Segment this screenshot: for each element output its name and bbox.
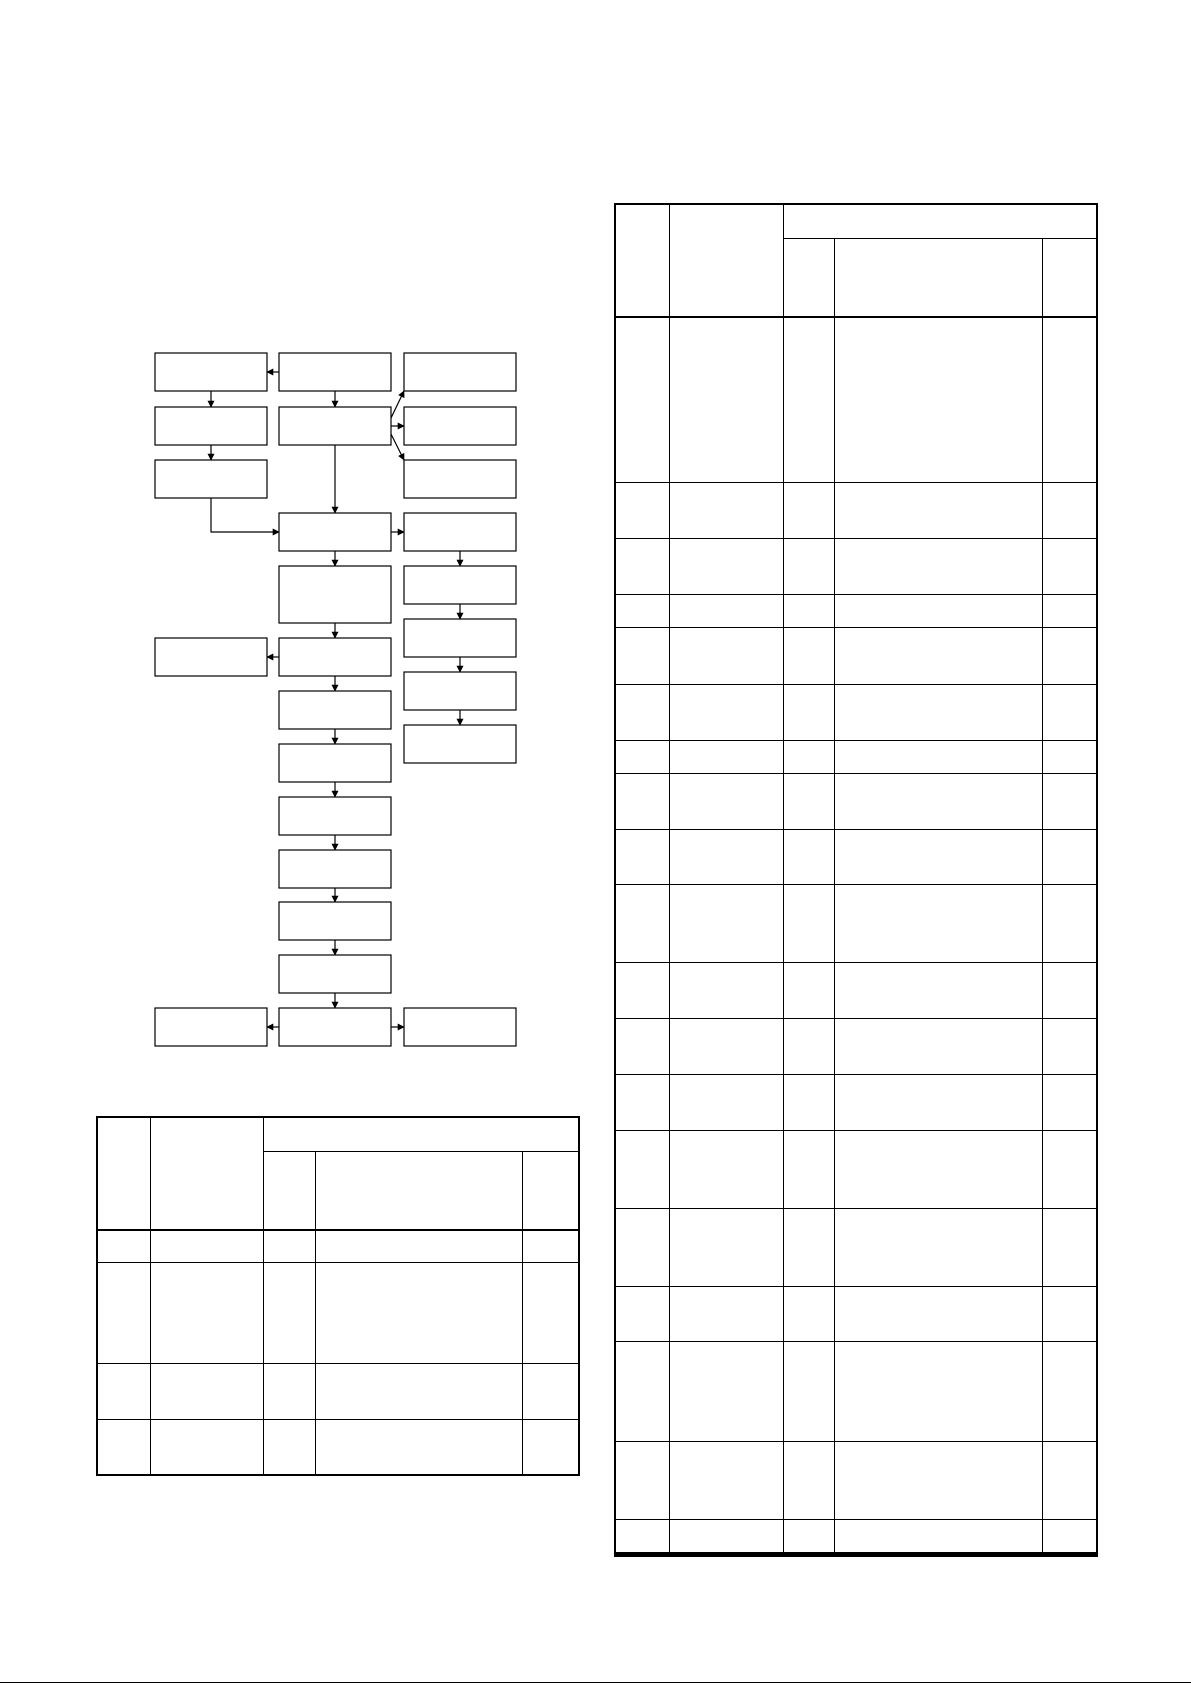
table-cell <box>670 1019 784 1075</box>
table-cell <box>98 1364 151 1420</box>
table-cell <box>316 1420 523 1476</box>
small-table <box>97 1117 580 1476</box>
table-cell <box>616 685 670 741</box>
table-row <box>616 1209 1098 1287</box>
table-cell <box>835 1287 1043 1342</box>
flow-box <box>404 1008 516 1046</box>
table-cell <box>670 1520 784 1553</box>
table-cell <box>616 963 670 1019</box>
table-cell <box>835 774 1043 830</box>
table-cell <box>616 1520 670 1553</box>
header-sub2 <box>835 239 1043 317</box>
table-cell <box>835 1554 1043 1555</box>
flow-box <box>279 797 391 835</box>
table-row <box>616 1019 1098 1075</box>
table-cell <box>1043 1019 1098 1075</box>
table-cell <box>1043 539 1098 595</box>
table-cell <box>670 539 784 595</box>
table-cell <box>1043 774 1098 830</box>
table-cell <box>1043 317 1098 483</box>
table-cell <box>835 483 1043 539</box>
table-row <box>616 1287 1098 1342</box>
table-cell <box>835 317 1043 483</box>
flow-box <box>155 407 267 445</box>
table-cell <box>1043 1342 1098 1442</box>
flow-box <box>404 407 516 445</box>
table-cell <box>616 1075 670 1131</box>
table-row <box>616 595 1098 628</box>
flow-box <box>404 566 516 604</box>
table-cell <box>616 483 670 539</box>
header-sub2 <box>316 1152 523 1230</box>
header-col1 <box>616 205 670 317</box>
page-bottom-rule <box>0 1682 1191 1683</box>
table-cell <box>670 830 784 885</box>
flow-box <box>404 725 516 763</box>
table-cell <box>616 1554 670 1555</box>
table-cell <box>151 1364 264 1420</box>
table-row <box>98 1230 580 1263</box>
table-cell <box>523 1420 580 1476</box>
table-cell <box>835 1075 1043 1131</box>
table-cell <box>784 774 835 830</box>
table-cell <box>616 830 670 885</box>
table-row <box>616 628 1098 685</box>
table-cell <box>835 1442 1043 1520</box>
table-cell <box>784 539 835 595</box>
flow-arrow <box>211 498 279 532</box>
flow-arrow <box>391 391 404 418</box>
flow-box <box>155 1008 267 1046</box>
table-cell <box>151 1420 264 1476</box>
table-cell <box>784 1209 835 1287</box>
table-cell <box>835 1520 1043 1553</box>
table-cell <box>784 1442 835 1520</box>
table-row <box>616 1131 1098 1209</box>
table-row <box>616 885 1098 963</box>
table-cell <box>616 1019 670 1075</box>
table-cell <box>1043 741 1098 774</box>
table-row <box>616 317 1098 483</box>
flow-box <box>279 513 391 551</box>
table-row <box>616 963 1098 1019</box>
table-cell <box>784 1131 835 1209</box>
table-cell <box>1043 595 1098 628</box>
table-cell <box>835 741 1043 774</box>
flow-box <box>155 353 267 391</box>
table-cell <box>616 595 670 628</box>
flow-box <box>404 672 516 710</box>
table-cell <box>316 1364 523 1420</box>
header-sub1 <box>784 239 835 317</box>
table-cell <box>1043 830 1098 885</box>
table-cell <box>316 1230 523 1263</box>
table-row <box>98 1364 580 1420</box>
table-cell <box>835 885 1043 963</box>
table-row <box>616 1075 1098 1131</box>
table-row <box>616 483 1098 539</box>
table-cell <box>670 628 784 685</box>
table-cell <box>1043 1287 1098 1342</box>
table-cell <box>264 1364 316 1420</box>
table-cell <box>670 1554 784 1555</box>
table-cell <box>835 628 1043 685</box>
flow-box <box>279 407 391 445</box>
table-cell <box>670 1342 784 1442</box>
flow-box <box>279 691 391 729</box>
flow-box <box>404 460 516 498</box>
table-cell <box>835 1131 1043 1209</box>
table-cell <box>98 1230 151 1263</box>
table-cell <box>616 539 670 595</box>
table-cell <box>784 1342 835 1442</box>
table-cell <box>835 1342 1043 1442</box>
header-group <box>264 1118 580 1152</box>
table-cell <box>784 1075 835 1131</box>
table-cell <box>1043 1520 1098 1553</box>
table-cell <box>616 1131 670 1209</box>
table-row <box>616 1442 1098 1520</box>
table-row <box>98 1263 580 1364</box>
header-sub3 <box>1043 239 1098 317</box>
flow-arrow <box>391 434 404 460</box>
table-cell <box>670 1442 784 1520</box>
table-cell <box>670 1209 784 1287</box>
table-cell <box>784 885 835 963</box>
table-cell <box>784 963 835 1019</box>
table-row <box>616 830 1098 885</box>
table-cell <box>784 1520 835 1553</box>
table-cell <box>670 685 784 741</box>
table-cell <box>1043 1131 1098 1209</box>
table-cell <box>670 1131 784 1209</box>
table-cell <box>616 1342 670 1442</box>
table-cell <box>316 1263 523 1364</box>
table-cell <box>784 1287 835 1342</box>
table-cell <box>784 1554 835 1555</box>
table-row <box>616 1554 1098 1555</box>
flow-box <box>279 955 391 993</box>
table-cell <box>523 1364 580 1420</box>
table-cell <box>264 1263 316 1364</box>
table-cell <box>784 1019 835 1075</box>
table-cell <box>670 963 784 1019</box>
table-cell <box>835 963 1043 1019</box>
flow-box <box>404 619 516 657</box>
header-col2 <box>670 205 784 317</box>
table-cell <box>670 317 784 483</box>
table-cell <box>1043 1209 1098 1287</box>
table-cell <box>98 1263 151 1364</box>
table-cell <box>835 595 1043 628</box>
table-cell <box>616 741 670 774</box>
flow-box <box>155 460 267 498</box>
flow-box <box>279 1008 391 1046</box>
table-cell <box>835 830 1043 885</box>
table-cell <box>1043 963 1098 1019</box>
header-sub3 <box>523 1152 580 1230</box>
flow-box <box>155 638 267 676</box>
table-cell <box>670 1287 784 1342</box>
table-cell <box>1043 483 1098 539</box>
table-row <box>616 741 1098 774</box>
table-cell <box>784 628 835 685</box>
table-cell <box>1043 1554 1098 1555</box>
table-cell <box>670 595 784 628</box>
table-cell <box>784 317 835 483</box>
table-cell <box>1043 685 1098 741</box>
table-row <box>616 1520 1098 1553</box>
table-cell <box>835 1209 1043 1287</box>
table-cell <box>670 1075 784 1131</box>
table-row <box>616 539 1098 595</box>
table-cell <box>523 1230 580 1263</box>
table-cell <box>784 685 835 741</box>
table-cell <box>264 1420 316 1476</box>
flow-box <box>279 744 391 782</box>
table-cell <box>523 1263 580 1364</box>
table-cell <box>98 1420 151 1476</box>
table-cell <box>784 741 835 774</box>
flow-box <box>279 638 391 676</box>
header-col2 <box>151 1118 264 1230</box>
table-cell <box>616 1287 670 1342</box>
table-cell <box>616 628 670 685</box>
table-cell <box>616 774 670 830</box>
table-cell <box>784 483 835 539</box>
flow-box <box>404 353 516 391</box>
table-row <box>616 774 1098 830</box>
table-cell <box>264 1230 316 1263</box>
table-cell <box>616 1209 670 1287</box>
header-group <box>784 205 1098 239</box>
table-cell <box>1043 1075 1098 1131</box>
table-cell <box>616 1442 670 1520</box>
table-cell <box>616 885 670 963</box>
flow-box <box>279 566 391 623</box>
table-cell <box>670 741 784 774</box>
table-cell <box>784 830 835 885</box>
table-cell <box>835 539 1043 595</box>
table-cell <box>670 885 784 963</box>
table-cell <box>151 1230 264 1263</box>
table-row <box>616 1342 1098 1442</box>
table-cell <box>1043 885 1098 963</box>
table-row <box>616 685 1098 741</box>
table-cell <box>784 595 835 628</box>
table-cell <box>835 685 1043 741</box>
table-cell <box>616 317 670 483</box>
header-col1 <box>98 1118 151 1230</box>
flow-box <box>279 902 391 940</box>
flow-box <box>279 850 391 888</box>
table-cell <box>835 1019 1043 1075</box>
table-cell <box>1043 1442 1098 1520</box>
table-cell <box>151 1263 264 1364</box>
header-sub1 <box>264 1152 316 1230</box>
table-row <box>98 1420 580 1476</box>
table-cell <box>670 774 784 830</box>
flow-box <box>404 513 516 551</box>
table-cell <box>1043 628 1098 685</box>
table-cell <box>670 483 784 539</box>
flow-box <box>279 353 391 391</box>
large-table <box>615 204 1098 1555</box>
